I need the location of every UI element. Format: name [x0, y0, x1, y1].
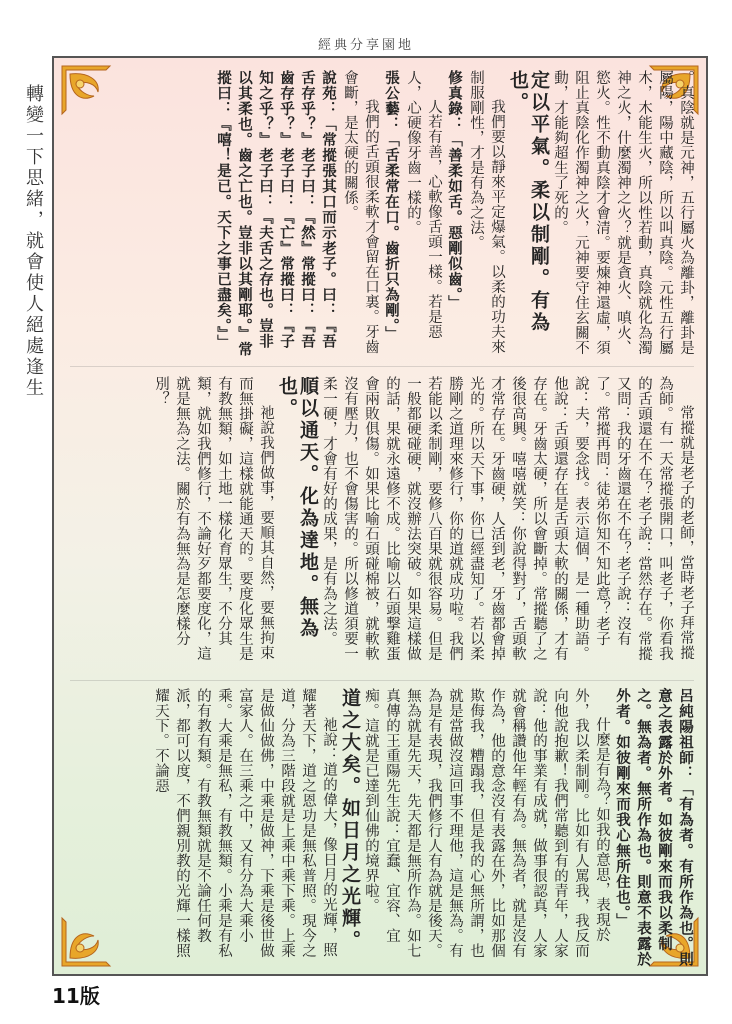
paragraph: 什麼是有為？如我的意思，表現於外，我以柔制剛。比如有人罵我，我反而向他說抱歉！我們常聽到有的青年，人家說：他的事業有成就，做事很認真，人家就會稱讚他年輕有為。無為者，就是沒有作為，他的意念沒有表露在外，比如那個欺侮我，糟蹋我，但是我的心無所謂，也就是當做沒這回事不理他，這是無為。有為是有表現，我們修行人有為就是後天。無為就是先天，先天都是無所作為。如七真傳的王重陽先生說：宜蠢、宜容、宜痴。這就是已達到仙佛的境界啦。 — [363, 688, 610, 958]
paragraph: 我們的舌頭很柔軟才會留在口裏。牙齒會斷，是太硬的關係。 — [342, 70, 379, 354]
quote: 呂純陽祖師：「有為者。有所作為也。則意之表露於外者。如彼剛來而我以柔制之。無為者。無所作為也。則意不表露於外者。如彼剛來而我心無所住也。」 — [614, 688, 694, 967]
paragraph: 我們要以靜來平定爆氣。以柔的功夫來制服剛性，才是有為之法。 — [468, 70, 505, 354]
article-panel — [52, 56, 708, 976]
top-section — [68, 70, 696, 360]
quote: 說苑：「常摐張其口而示老子。曰：『吾舌存乎？』老子曰：『然』常摐曰：『吾齒存乎？』老子曰：『亡』常摐曰：『子知之乎？』老子曰：『夫舌之存也。豈非以其柔也。齒之亡也。豈非以其剛耶。』常摐曰：『嘻！是已。天下之事已盡矣。』」 — [215, 70, 337, 358]
paragraph: 祂說：道的偉大，像日月的光輝，照耀著天下，道之恩功是無私普照。現今之道，分為三階段就是上乘中乘下乘。上乘是做仙做佛，中乘是做神，下乘是後世做富家人。在三乘之中，又有分為大乘小乘。大乘是無私，有教無類。小乘是有私的有教有類。有教無類就是不論任何教派，都可以度，不們親別教的光輝一樣照耀天下。不論惡 — [153, 688, 337, 958]
paragraph: 祂說我們做事，要順其自然，要無拘束而無掛礙，這樣就能通天的。要度化眾生是有教無類，如土地一樣化育眾生，不分其類，就如我們修行，不論好歹都要度化，這就是無為之法。關於有為無為是怎麼樣分別？ — [153, 376, 274, 661]
paragraph: 。真陰就是元神，五行屬火為離卦，離卦是屬陽，陽中藏陰，所以叫真陰。元性五行屬木，木能生火，所以性若動，真陰就化為濁神之火，什麼濁神之火？就是貪火、嗔火、慾火。性不動真陰才會清。要煉神還虛，須阻止真陰化作濁神之火，元神要守住玄關不動，才能夠超生了死的。 — [552, 70, 694, 355]
paragraph: 人若有善，心軟像舌頭一樣。若是惡人，心硬像牙齒一樣的。 — [405, 70, 442, 339]
page-number: 11版 — [52, 984, 100, 1008]
side-slogan: 轉變一下思緒，就會使人絕處逢生 — [23, 84, 44, 399]
section-heading: 道之大矣。如日月之光輝。 — [339, 688, 361, 952]
section-divider — [70, 680, 694, 681]
middle-section — [68, 376, 696, 674]
section-heading: 順以通天。化為達地。無為也。 — [276, 376, 319, 640]
paragraph: 常摐就是老子的老師，當時老子拜常摐為師。有一天常摐張開口，叫老子，你看我的舌頭還在不在？老子說：當然存在。常摐又問：我的牙齒還在不在？老子說：沒有了。常摐再問：徒弟你知不知此意？老子說：夫，要念找。表示這個，是一種助語。他說：舌頭還存在是舌頭太軟的關係，才有存在。牙齒太硬，所以會斷掉。常摐聽了之後很高興。嘻嘻就笑：你說得對了，舌頭軟才常存在。牙齒硬，人活到老，牙齒都會掉光的。所以天下事，你已經盡知了。若以柔勝剛之道理來修行，你的道就成功啦。我們若能以柔制剛，要修八百果就很容易。但是一般都硬碰硬，就沒辦法突破。如果這樣做的話，果就永遠修不成。比喻以石頭撃雞蛋會兩敗俱傷。如果比喻石頭碰棉被，就軟軟沒有壓力，也不會傷害的。所以修道須要一柔一硬，才會有好的成果，是有為之法。 — [321, 376, 694, 661]
quote: 張公藝：「舌柔常在口。齒折只為剛。」 — [383, 70, 400, 342]
bottom-section — [68, 688, 696, 968]
section-divider — [70, 366, 694, 367]
page-header-title: 經典分享園地 — [317, 38, 414, 53]
section-heading: 定以平氣。柔以制剛。有為也。 — [507, 70, 550, 334]
quote: 修真錄：「善柔如舌。惡剛似齒。」 — [446, 70, 463, 311]
